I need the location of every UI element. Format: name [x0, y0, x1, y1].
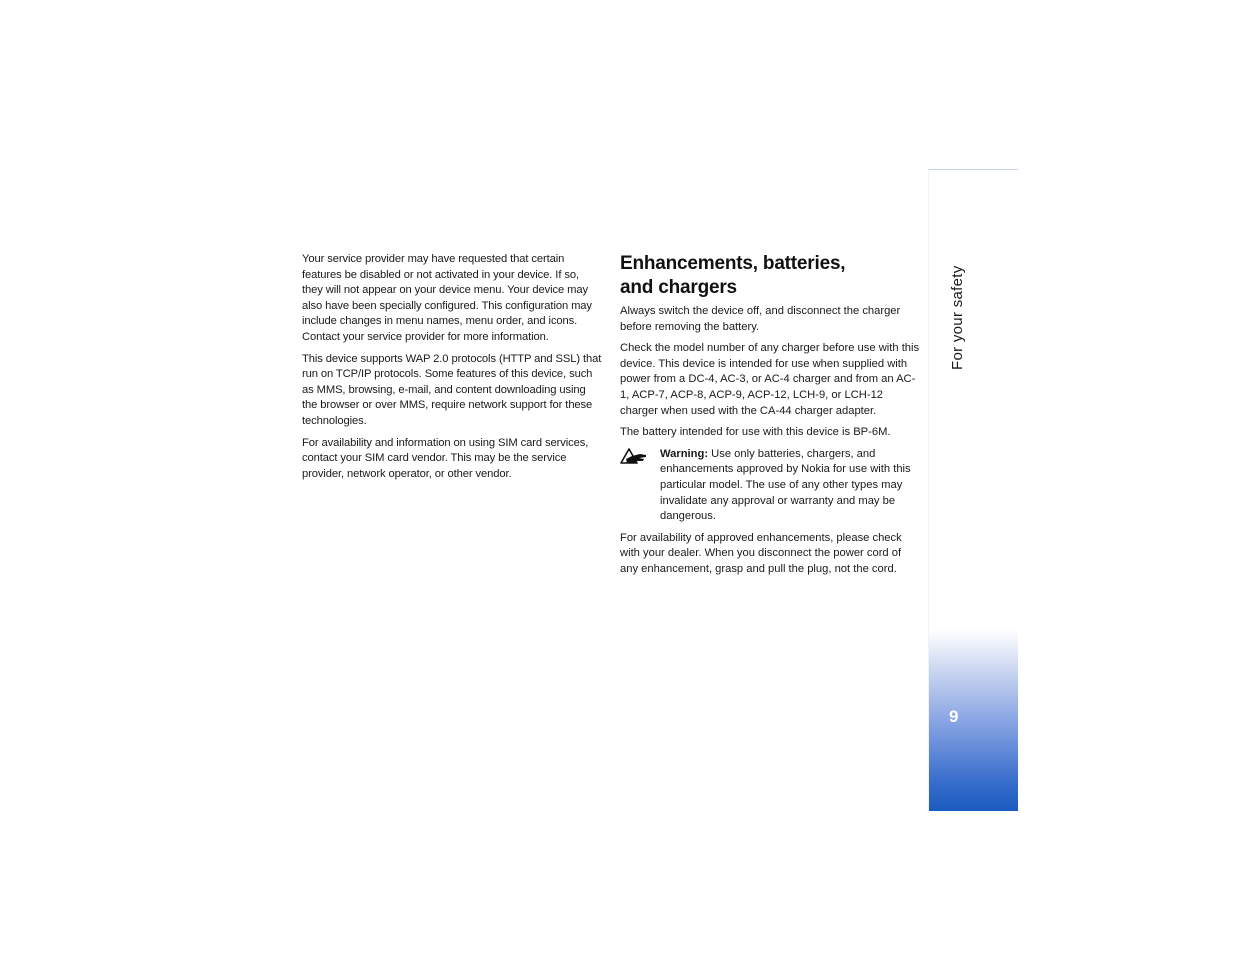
page-number: 9 — [949, 707, 959, 726]
warning-note — [620, 447, 920, 525]
heading-line: Enhancements, batteries, — [620, 253, 846, 274]
warning-body: Use only batteries, chargers, and enhancements approved by Nokia for use with this particular model. The use of any other types may invalidate any approval or warranty and may be dangerous. — [660, 447, 911, 523]
warning-label: Warning: — [660, 447, 709, 460]
section-sidebar — [928, 169, 1018, 811]
paragraph: Your service provider may have requested that certain features be disabled or not activated in your device. If so, they will not appear on your device menu. Your device may also have been specially configured. This configuration may include changes in menu names, menu order, and icons. Contact your service provider for more information. — [302, 253, 592, 343]
paragraph: Check the model number of any charger before use with this device. This device is intended for use when supplied with power from a DC-4, AC-3, or AC-4 charger and from an AC-1, ACP-7, ACP-8, ACP-9, ACP-12, LCH-9, or LCH-12 charger when used with the CA-44 charger adapter. — [620, 342, 920, 417]
warning-hand-icon — [620, 447, 660, 525]
section-heading — [620, 252, 920, 300]
heading-line: and chargers — [620, 277, 737, 298]
section-title: For your safety — [949, 265, 966, 370]
right-column — [620, 252, 920, 584]
left-column — [302, 252, 602, 488]
paragraph: This device supports WAP 2.0 protocols (HTTP and SSL) that run on TCP/IP protocols. Some features of this device, such as MMS, browsing, e-mail, and content downloading using the browser or over MMS, require network support for these technologies. — [302, 352, 602, 427]
paragraph: The battery intended for use with this device is BP-6M. — [620, 426, 891, 439]
paragraph: For availability and information on using SIM card services, contact your SIM card vendor. This may be the service provider, network operator, or other vendor. — [302, 436, 589, 480]
warning-text — [660, 447, 920, 525]
paragraph: For availability of approved enhancements, please check with your dealer. When you disconnect the power cord of any enhancement, grasp and pull the plug, not the cord. — [620, 531, 902, 575]
paragraph: Always switch the device off, and disconnect the charger before removing the battery. — [620, 305, 901, 333]
